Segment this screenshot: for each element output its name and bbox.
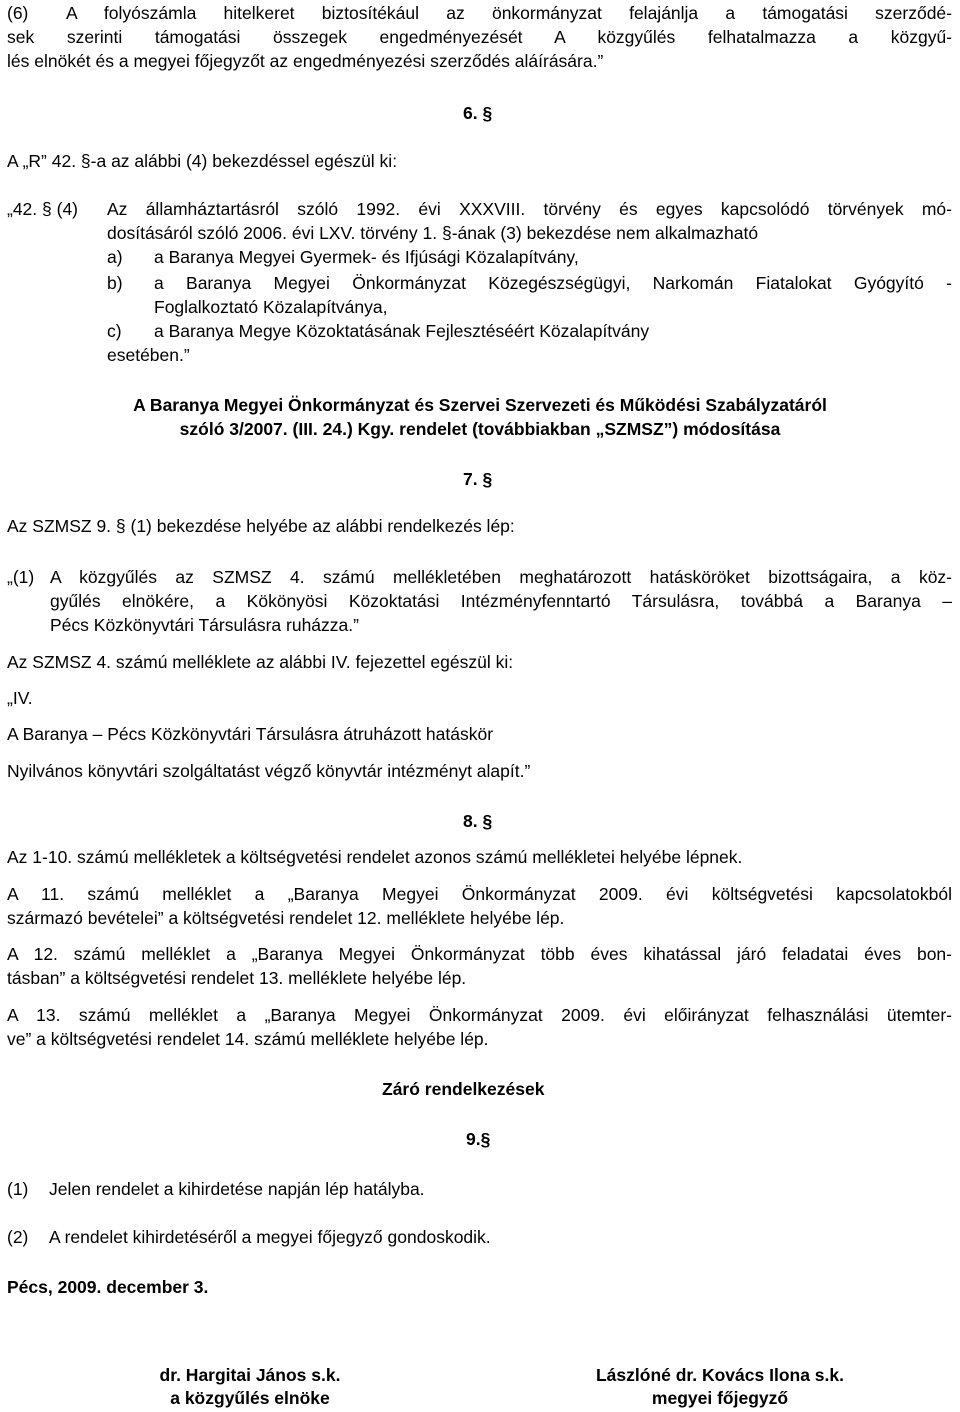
section-6-intro: A „R” 42. §-a az alábbi (4) bekezdéssel egészül ki: [7, 151, 398, 171]
section-8-p3-line2: tásban” a költségvetési rendelet 13. melléklete helyébe lép. [7, 968, 467, 988]
section-8-p2-line2: származó bevételei” a költségvetési rendelet 12. melléklete helyébe lép. [7, 908, 565, 928]
closing-p1: Jelen rendelet a kihirdetése napján lép hatályba. [49, 1179, 425, 1199]
item-b-line2: Foglalkoztató Közalapítványa, [154, 297, 388, 317]
section-8-p1: Az 1-10. számú mellékletek a költségvetési rendelet azonos számú mellékletei helyébe lépnek. [7, 847, 743, 867]
para6-line3: lés elnökét és a megyei főjegyzőt az engedményezési szerződés aláírására.” [7, 51, 604, 71]
section-7-num: „(1) [7, 567, 35, 587]
title-line2: szóló 3/2007. (III. 24.) Kgy. rendelet (továbbiakban „SZMSZ”) módosítása [179, 419, 781, 439]
item-b-label: b) [107, 273, 123, 293]
quote42-closing: esetében.” [107, 345, 190, 365]
item-b-line1: a Baranya Megyei Önkormányzat Közegészségügyi, Narkomán Fiatalokat Gyógyító - [154, 273, 952, 293]
section-7-heading: 7. § [463, 469, 493, 489]
section-7-line1: A közgyűlés az SZMSZ 4. számú mellékletében meghatározott hatásköröket bizottságaira, a köz- [50, 567, 952, 587]
section-8-p2-line1: A 11. számú melléklet a „Baranya Megyei Önkormányzat 2009. évi költségvetési kapcsolatokból [7, 884, 952, 904]
signature-right-title: megyei főjegyző [651, 1388, 789, 1408]
section-9-heading: 9.§ [466, 1129, 491, 1149]
annex-intro: Az SZMSZ 4. számú melléklete az alábbi IV. fejezettel egészül ki: [7, 652, 514, 672]
quote42-lead: „42. § (4) [7, 199, 78, 219]
chapter-text: Nyilvános könyvtári szolgáltatást végző könyvtár intézményt alapít.” [7, 761, 531, 781]
closing-p2-num: (2) [7, 1227, 29, 1247]
chapter-title: A Baranya – Pécs Közkönyvtári Társulásra átruházott hatáskör [7, 724, 494, 744]
signature-left-title: a közgyűlés elnöke [170, 1388, 330, 1408]
section-8-p4-line2: ve” a költségvetési rendelet 14. számú melléklete helyébe lép. [7, 1029, 489, 1049]
item-c-label: c) [107, 321, 122, 341]
para6-line2: sek szerinti támogatási összegek engedményezését A közgyűlés felhatalmazza a közgyű- [7, 27, 952, 47]
closing-p1-num: (1) [7, 1179, 29, 1199]
signature-right-name: Lászlóné dr. Kovács Ilona s.k. [595, 1365, 844, 1385]
section-8-p3-line1: A 12. számú melléklet a „Baranya Megyei Önkormányzat több éves kihatással járó feladatai éves bon- [7, 944, 952, 964]
section-6-heading: 6. § [463, 103, 493, 123]
section-8-p4-line1: A 13. számú melléklet a „Baranya Megyei Önkormányzat 2009. évi előirányzat felhasználási ütemter- [7, 1005, 952, 1025]
item-c-text: a Baranya Megye Közoktatásának Fejlesztéséért Közalapítvány [154, 321, 650, 341]
place-date: Pécs, 2009. december 3. [7, 1277, 209, 1297]
section-7-line3: Pécs Közkönyvtári Társulásra ruházza.” [50, 615, 359, 635]
quote42-line2: dosításáról szóló 2006. évi LXV. törvény 1. §-ának (3) bekezdése nem alkalmazható [107, 223, 759, 243]
closing-p2: A rendelet kihirdetéséről a megyei főjegyző gondoskodik. [49, 1227, 491, 1247]
section-7-intro: Az SZMSZ 9. § (1) bekezdése helyébe az alábbi rendelkezés lép: [7, 516, 515, 536]
signature-left-name: dr. Hargitai János s.k. [159, 1365, 341, 1385]
para6-number: (6) [7, 3, 29, 23]
section-7-line2: gyűlés elnökére, a Kökönyösi Közoktatási Intézményfenntartó Társulásra, továbbá a Baranya – [50, 591, 952, 611]
section-8-heading: 8. § [463, 811, 493, 831]
chapter-number: „IV. [7, 688, 33, 708]
item-a-text: a Baranya Megyei Gyermek- és Ifjúsági Közalapítvány, [154, 247, 579, 267]
quote42-line1: Az államháztartásról szóló 1992. évi XXXVIII. törvény és egyes kapcsolódó törvények mó- [107, 199, 952, 219]
item-a-label: a) [107, 247, 123, 267]
closing-title: Záró rendelkezések [382, 1079, 545, 1099]
title-line1: A Baranya Megyei Önkormányzat és Szervei Szervezeti és Működési Szabályzatáról [133, 395, 827, 415]
para6-line1: A folyószámla hitelkeret biztosítékául az önkormányzat felajánlja a támogatási szerződé- [66, 3, 952, 23]
